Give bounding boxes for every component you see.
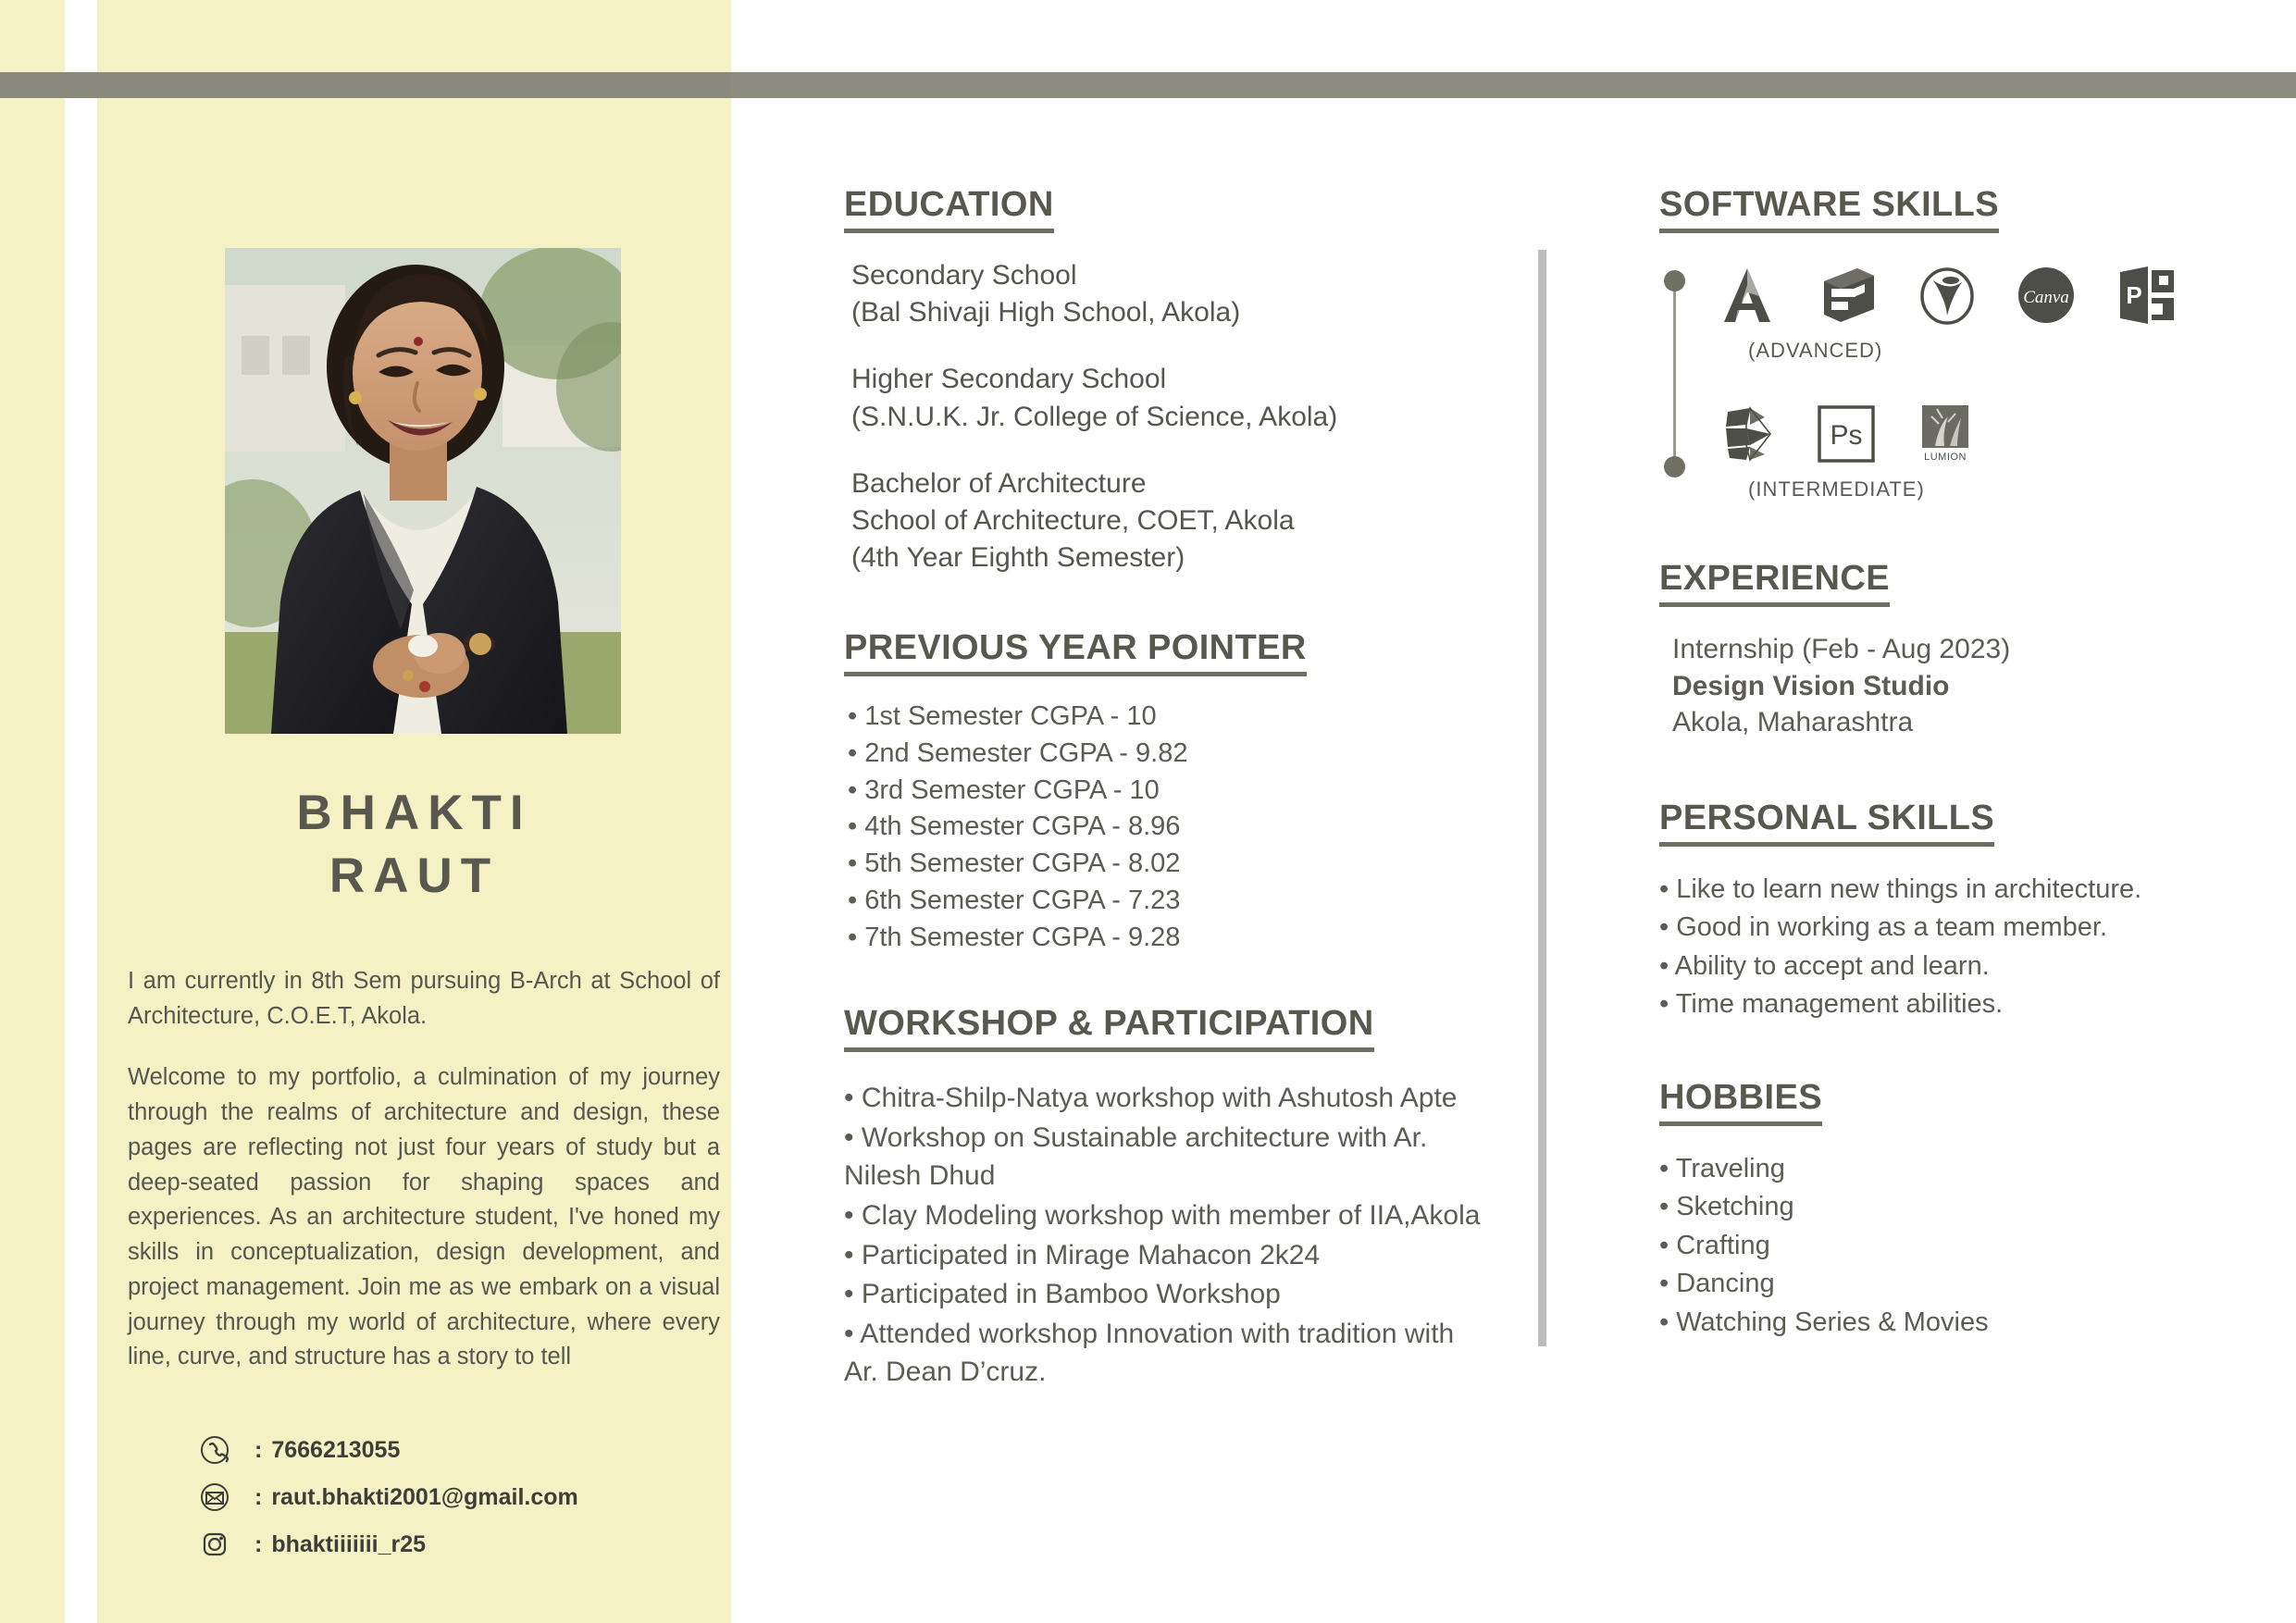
email-icon xyxy=(199,1481,230,1513)
pointer-item: • 1st Semester CGPA - 10 xyxy=(844,699,1492,736)
hobby-item: • Sketching xyxy=(1659,1188,2233,1226)
personal-skills-heading: PERSONAL SKILLS xyxy=(1659,799,1994,847)
advanced-icon-row xyxy=(1719,259,2233,331)
hobby-item: • Dancing xyxy=(1659,1265,2233,1303)
vray-icon xyxy=(1918,266,1976,325)
pointer-list xyxy=(844,699,1492,956)
svg-text:Ps: Ps xyxy=(1830,420,1863,451)
personal-skill-item: • Good in working as a team member. xyxy=(1659,909,2233,947)
personal-skills-section xyxy=(1659,799,2233,1024)
photoshop-icon xyxy=(1817,404,1876,464)
pointer-item: • 3rd Semester CGPA - 10 xyxy=(844,773,1492,810)
contact-row-email[interactable] xyxy=(199,1481,717,1513)
workshop-item: • Attended workshop Innovation with tradition with Ar. Dean D’cruz. xyxy=(844,1316,1492,1392)
education-section xyxy=(844,185,1492,576)
svg-text:Canva: Canva xyxy=(2023,288,2069,307)
education-item xyxy=(844,361,1492,435)
skills-timeline xyxy=(1659,266,1689,477)
software-skills-heading: SOFTWARE SKILLS xyxy=(1659,185,1999,233)
right-column xyxy=(1659,185,2233,1342)
personal-skills-list xyxy=(1659,871,2233,1024)
timeline-dot-intermediate xyxy=(1664,456,1685,477)
education-list xyxy=(844,257,1492,576)
experience-location: Akola, Maharashtra xyxy=(1672,707,1914,738)
middle-column xyxy=(844,185,1492,1394)
pointer-item: • 2nd Semester CGPA - 9.82 xyxy=(844,736,1492,773)
header-gray-band-overlay xyxy=(0,72,731,98)
timeline-dot-advanced xyxy=(1664,270,1685,291)
workshop-item: • Workshop on Sustainable architecture with Ar. Nilesh Dhud xyxy=(844,1120,1492,1196)
education-item xyxy=(844,465,1492,577)
contact-separator-phone: : xyxy=(254,1436,263,1463)
intermediate-level-label: (INTERMEDIATE) xyxy=(1748,477,1925,501)
powerpoint-icon xyxy=(2116,265,2176,326)
timeline-line xyxy=(1673,279,1676,472)
hobbies-heading: HOBBIES xyxy=(1659,1078,1822,1126)
phone-value: 7666213055 xyxy=(271,1436,401,1463)
pointer-section xyxy=(844,628,1492,956)
education-item-line1: Secondary School xyxy=(851,260,1077,291)
personal-skill-item: • Time management abilities. xyxy=(1659,985,2233,1023)
contact-block xyxy=(199,1434,717,1576)
hobby-item: • Crafting xyxy=(1659,1227,2233,1265)
3dsmax-icon xyxy=(1719,404,1776,464)
hobby-item: • Traveling xyxy=(1659,1150,2233,1188)
candidate-name xyxy=(97,782,731,908)
contact-row-instagram[interactable] xyxy=(199,1529,717,1560)
education-item-line2: (Bal Shivaji High School, Akola) xyxy=(851,297,1241,328)
workshop-section xyxy=(844,1004,1492,1391)
software-skills-section xyxy=(1659,185,2233,502)
pointer-item: • 5th Semester CGPA - 8.02 xyxy=(844,846,1492,883)
education-item-line2: School of Architecture, COET, Akola xyxy=(851,504,1295,536)
column-divider xyxy=(1538,250,1546,1346)
workshop-item: • Participated in Bamboo Workshop xyxy=(844,1276,1492,1314)
education-item-line2: (S.N.U.K. Jr. College of Science, Akola) xyxy=(851,401,1338,432)
software-skills-body xyxy=(1659,259,2233,502)
experience-heading: EXPERIENCE xyxy=(1659,559,1890,607)
advanced-level-label: (ADVANCED) xyxy=(1748,339,1883,362)
contact-separator-email: : xyxy=(254,1483,263,1510)
svg-text:LUMION: LUMION xyxy=(1924,452,1967,463)
experience-company: Design Vision Studio xyxy=(1672,670,1950,701)
hobbies-section xyxy=(1659,1078,2233,1342)
bio-text xyxy=(128,964,720,1375)
pointer-item: • 4th Semester CGPA - 8.96 xyxy=(844,809,1492,846)
svg-text:P: P xyxy=(2126,281,2142,309)
workshop-item: • Participated in Mirage Mahacon 2k24 xyxy=(844,1237,1492,1275)
phone-icon xyxy=(199,1434,230,1466)
pointer-item: • 7th Semester CGPA - 9.28 xyxy=(844,920,1492,957)
workshop-heading: WORKSHOP & PARTICIPATION xyxy=(844,1004,1374,1052)
lumion-icon xyxy=(1917,403,1974,465)
instagram-icon xyxy=(199,1529,230,1560)
pointer-heading: PREVIOUS YEAR POINTER xyxy=(844,628,1307,676)
experience-section xyxy=(1659,559,2233,741)
intermediate-icon-row xyxy=(1719,398,2233,470)
skills-row-spacer xyxy=(1719,363,2233,398)
experience-body xyxy=(1672,631,2233,741)
experience-role: Internship (Feb - Aug 2023) xyxy=(1672,634,2011,664)
education-heading: EDUCATION xyxy=(844,185,1054,233)
workshop-list xyxy=(844,1080,1492,1391)
personal-skill-item: • Ability to accept and learn. xyxy=(1659,948,2233,985)
autocad-icon xyxy=(1719,265,1776,326)
profile-photo xyxy=(225,248,621,734)
instagram-value: bhaktiiiiiii_r25 xyxy=(271,1530,427,1557)
bio-paragraph-1: I am currently in 8th Sem pursuing B-Arch at School of Architecture, C.O.E.T, Akola. xyxy=(128,968,720,1029)
personal-skill-item: • Like to learn new things in architecture. xyxy=(1659,871,2233,909)
name-last: RAUT xyxy=(329,848,500,903)
education-item xyxy=(844,257,1492,331)
hobbies-list xyxy=(1659,1150,2233,1342)
canva-icon xyxy=(2017,266,2076,325)
education-item-line3: (4th Year Eighth Semester) xyxy=(851,542,1185,574)
contact-separator-instagram: : xyxy=(254,1530,263,1557)
contact-row-phone[interactable] xyxy=(199,1434,717,1466)
workshop-item: • Chitra-Shilp-Natya workshop with Ashutosh Apte xyxy=(844,1080,1492,1118)
pointer-item: • 6th Semester CGPA - 7.23 xyxy=(844,883,1492,920)
bio-paragraph-2: Welcome to my portfolio, a culmination of my journey through the realms of architecture and design, these pages are reflecting not just four years of study but a deep-seated passion for shaping spaces and experiences. As an architecture student, I've honed my skills in conceptualization, design development, and project management. Join me as we embark on a visual journey through my world of architecture, where every line, curve, and structure has a story to tell xyxy=(128,1064,720,1370)
email-value: raut.bhakti2001@gmail.com xyxy=(271,1483,578,1510)
workshop-item: • Clay Modeling workshop with member of IIA,Akola xyxy=(844,1197,1492,1235)
hobby-item: • Watching Series & Movies xyxy=(1659,1304,2233,1342)
name-first: BHAKTI xyxy=(296,786,532,840)
sketchup-icon xyxy=(1817,266,1878,324)
education-item-line1: Higher Secondary School xyxy=(851,364,1167,395)
left-accent-stripe xyxy=(0,0,65,1623)
education-item-line1: Bachelor of Architecture xyxy=(851,467,1147,499)
